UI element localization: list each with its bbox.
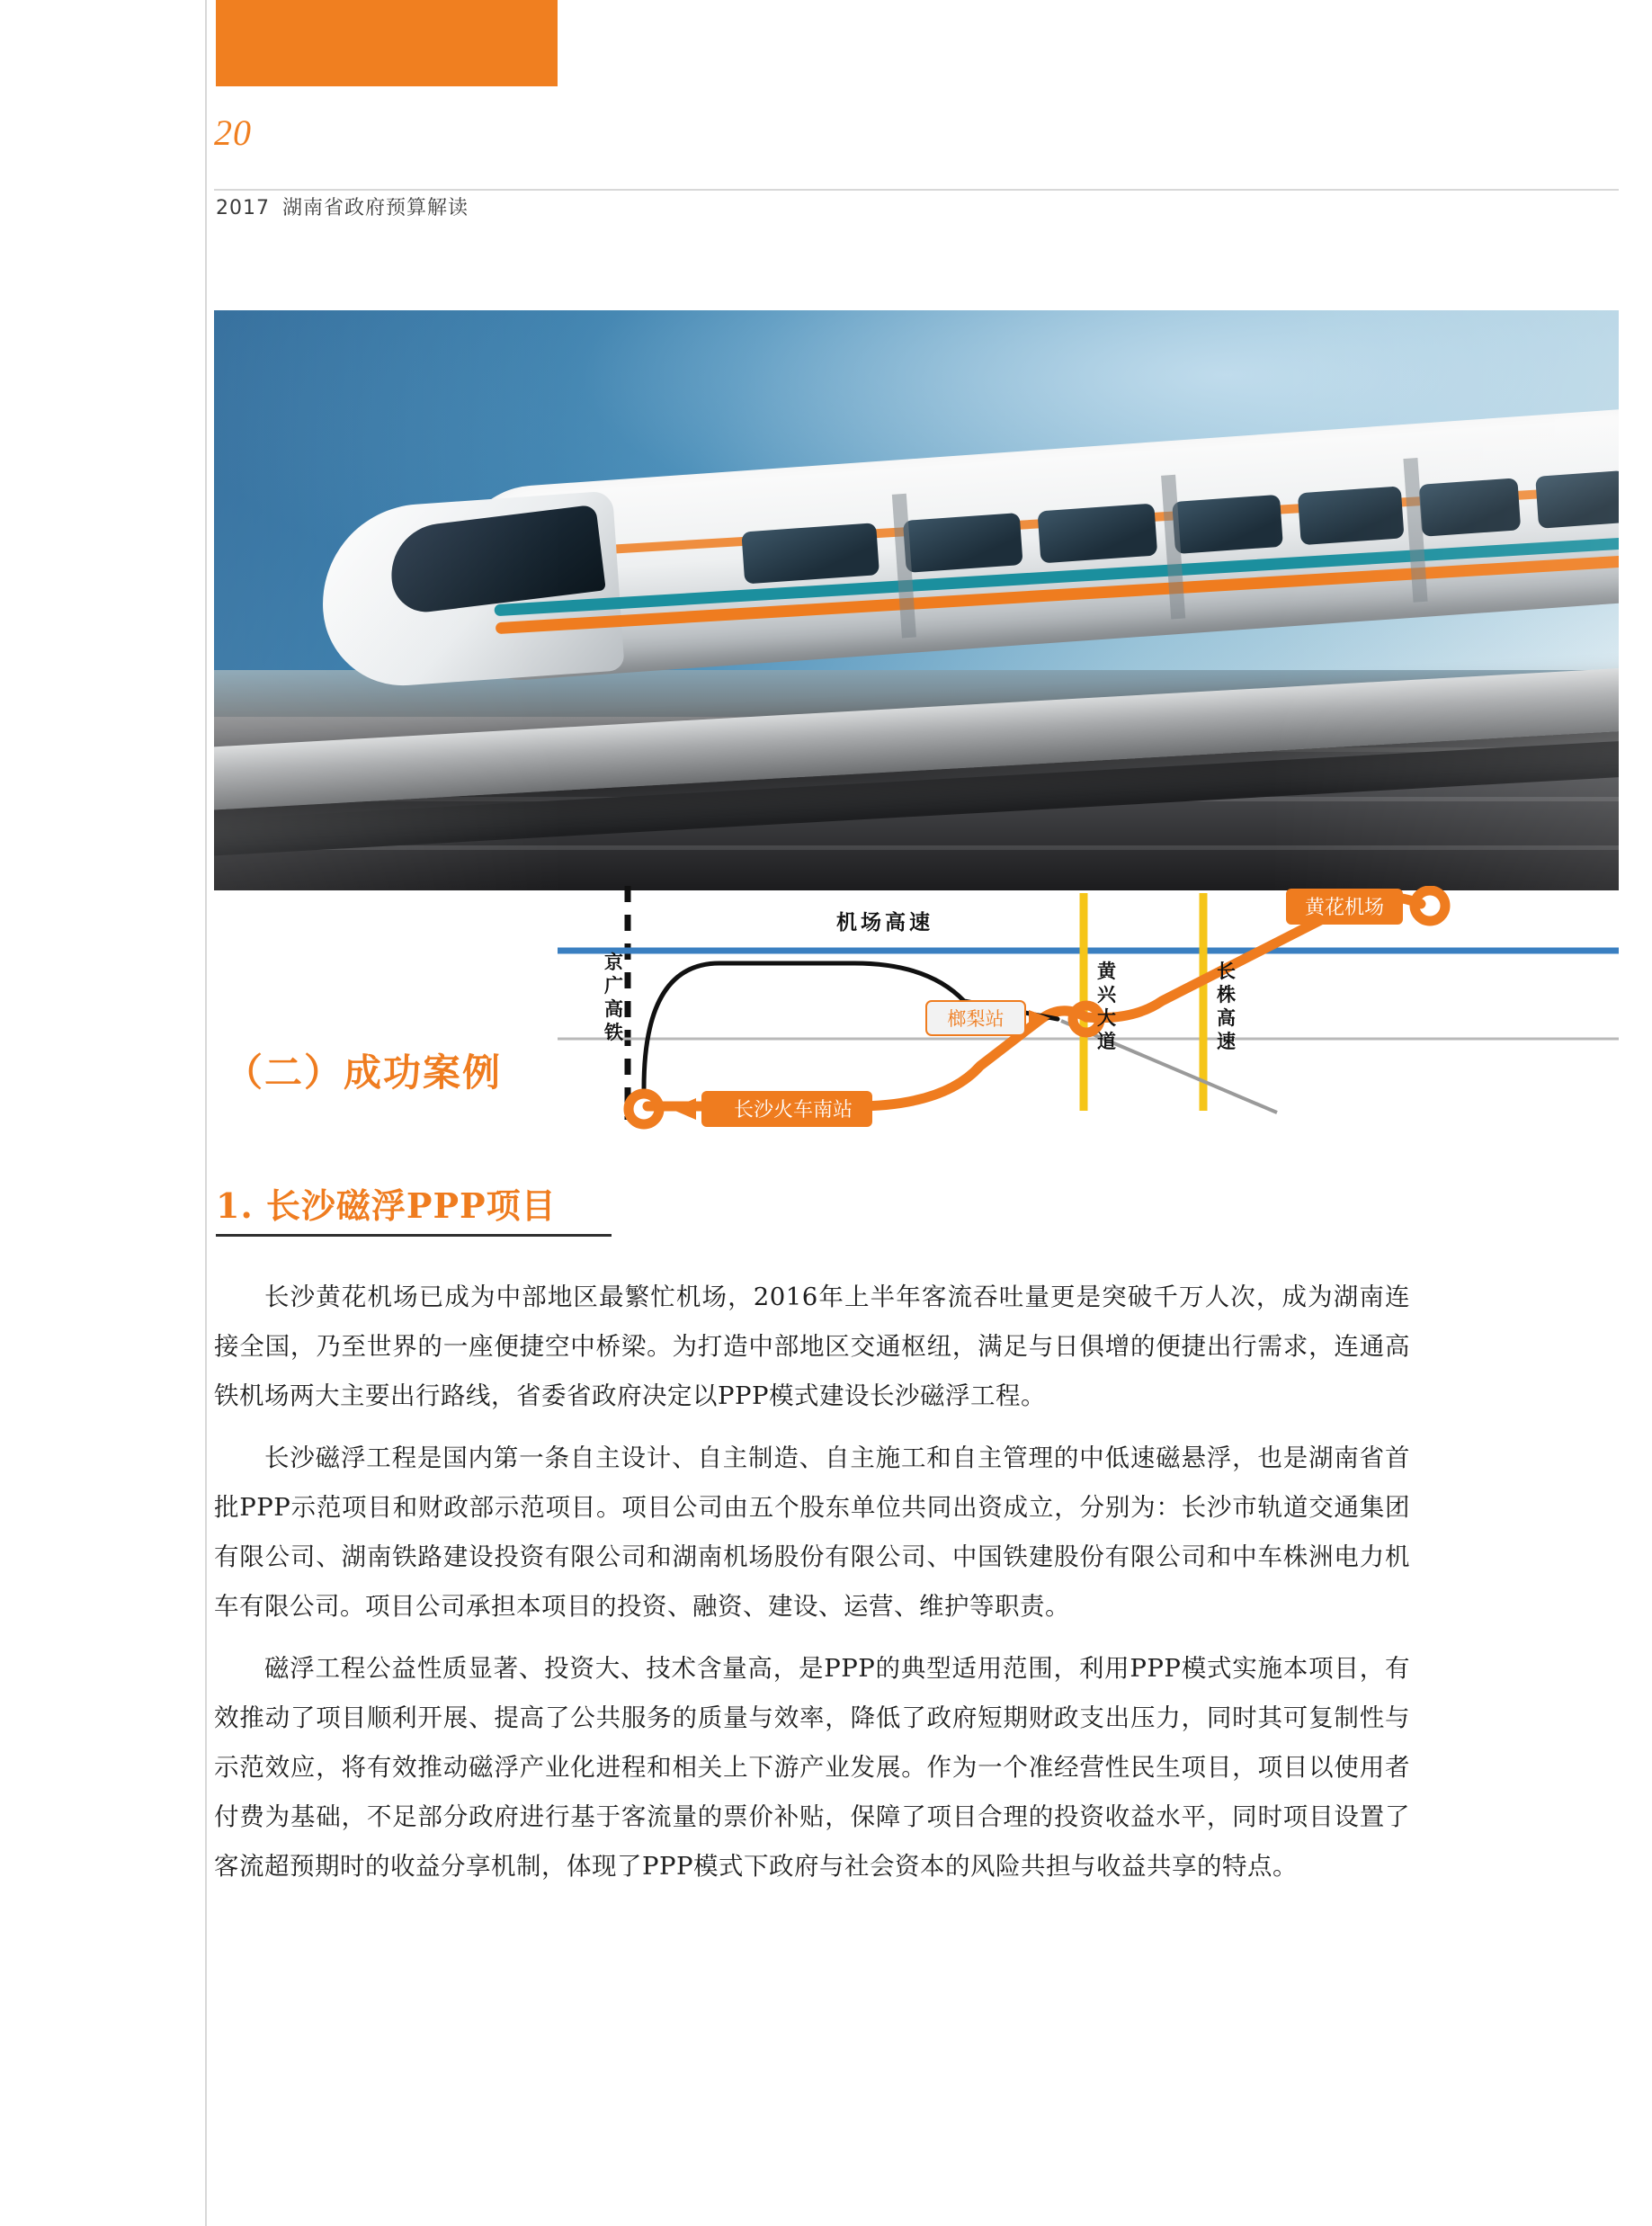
label-huanghua-airport xyxy=(1286,889,1403,925)
label-airport-expressway: 机场高速 xyxy=(836,911,933,934)
maglev-train-photo xyxy=(214,310,1619,890)
header-year: 2017 xyxy=(216,197,270,219)
page-number: 20 xyxy=(214,112,252,153)
label-changsha-south-station-text: 长沙火车南站 xyxy=(733,1099,853,1122)
label-changzhu-expressway-c2: 株 xyxy=(1217,984,1236,1006)
header-title: 湖南省政府预算解读 xyxy=(282,197,469,219)
label-huangxing-avenue-c2: 兴 xyxy=(1097,984,1116,1006)
label-changzhu-expressway-c1: 长 xyxy=(1217,961,1236,982)
photo-motion-blur xyxy=(214,310,1619,890)
label-changzhu-expressway-c4: 速 xyxy=(1217,1031,1236,1052)
label-jingguang-hsr-c3: 高 xyxy=(604,998,623,1020)
label-huangxing-avenue-c3: 大 xyxy=(1097,1007,1116,1029)
label-langli-station-text: 榔梨站 xyxy=(947,1008,1005,1030)
subsection-underline xyxy=(216,1234,612,1237)
label-huangxing-avenue-c4: 道 xyxy=(1097,1031,1116,1052)
route-map xyxy=(558,886,1619,1241)
section-heading: （二）成功案例 xyxy=(225,1050,503,1095)
paragraph: 长沙黄花机场已成为中部地区最繁忙机场，2016年上半年客流吞吐量更是突破千万人次，成为湖南连接全国，乃至世界的一座便捷空中桥梁。为打造中部地区交通枢纽，满足与日俱增的便捷出行需求，连通高铁机场两大主要出行路线，省委省政府决定以PPP模式建设长沙磁浮工程。 xyxy=(214,1283,1410,1410)
label-changzhu-expressway-c3: 高 xyxy=(1217,1007,1236,1029)
body-text xyxy=(214,1273,1410,1904)
label-jingguang-hsr-c4: 铁 xyxy=(604,1022,623,1043)
header-orange-block xyxy=(216,0,558,86)
header-divider xyxy=(214,189,1619,191)
label-jingguang-hsr-c2: 广 xyxy=(604,975,623,997)
subsection-heading: 1. 长沙磁浮PPP项目 xyxy=(216,1185,557,1226)
label-huanghua-airport-text: 黄花机场 xyxy=(1304,897,1385,919)
paragraph: 长沙磁浮工程是国内第一条自主设计、自主制造、自主施工和自主管理的中低速磁悬浮，也是湖南省首批PPP示范项目和财政部示范项目。项目公司由五个股东单位共同出资成立，分别为：长沙市轨道交通集团有限公司、湖南铁路建设投资有限公司和湖南机场股份有限公司、中国铁建股份有限公司和中车株洲电力机车有限公司。项目公司承担本项目的投资、融资、建设、运营、维护等职责。 xyxy=(214,1444,1410,1621)
station-marker-huanghua-airport xyxy=(1415,890,1445,921)
paragraph: 磁浮工程公益性质显著、投资大、技术含量高，是PPP的典型适用范围，利用PPP模式实施本项目，有效推动了项目顺利开展、提高了公共服务的质量与效率，降低了政府短期财政支出压力，同时其可复制性与示范效应，将有效推动磁浮产业化进程和相关上下游产业发展。作为一个准经营性民生项目，项目以使用者付费为基础，不足部分政府进行基于客流量的票价补贴，保障了项目合理的投资收益水平，同时项目设置了客流超预期时的收益分享机制，体现了PPP模式下政府与社会资本的风险共担与收益共享的特点。 xyxy=(214,1654,1410,1881)
header-caption xyxy=(216,192,469,220)
label-huangxing-avenue-c1: 黄 xyxy=(1097,961,1116,982)
left-vertical-rule xyxy=(205,0,207,2226)
label-jingguang-hsr-c1: 京 xyxy=(604,952,623,973)
